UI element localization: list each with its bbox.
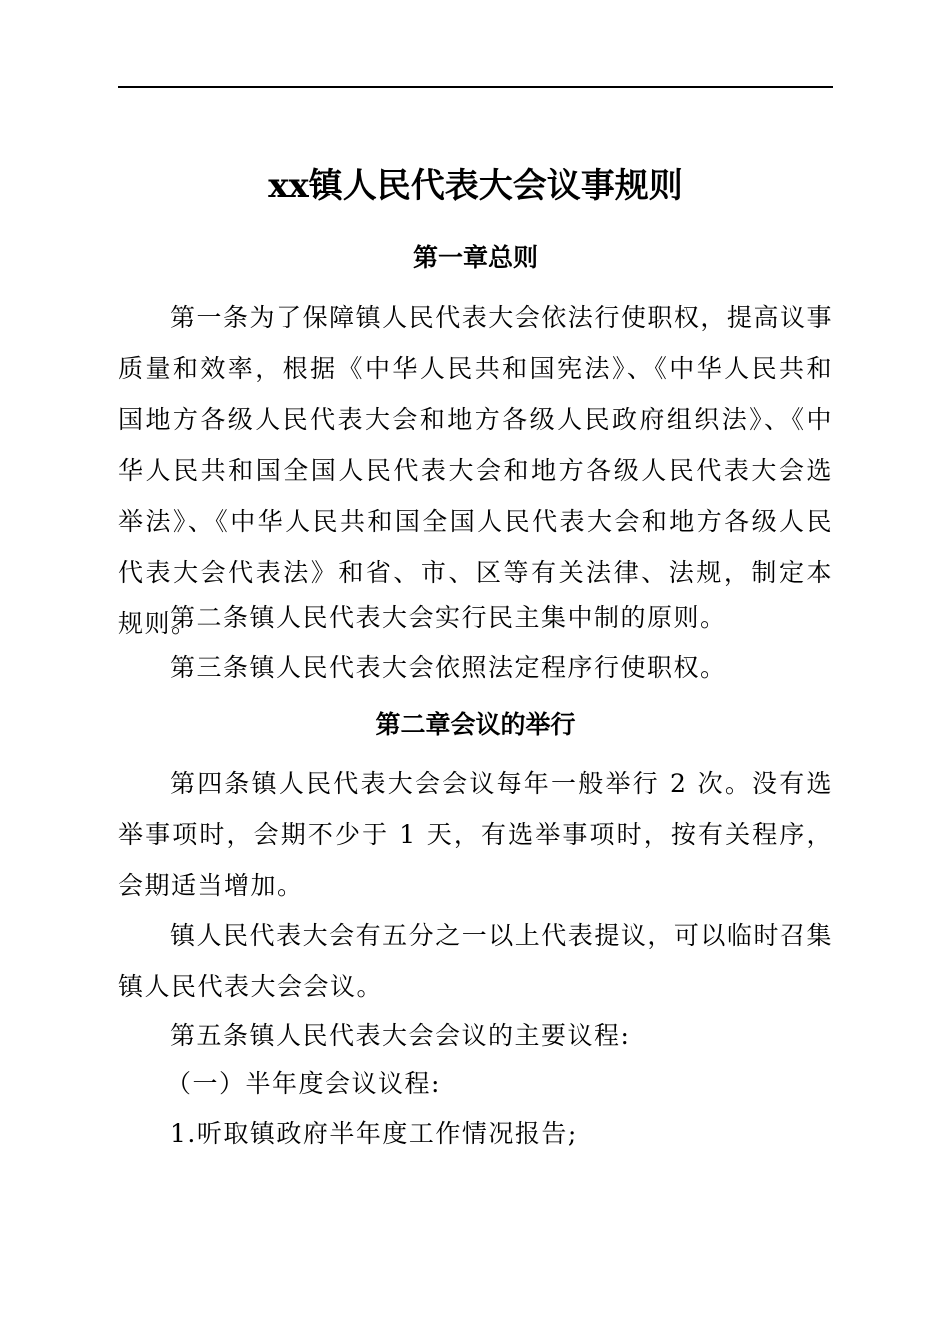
chapter-1-heading: 第一章总则: [412, 243, 538, 272]
agenda-item-1: 1.听取镇政府半年度工作情况报告;: [170, 1119, 578, 1148]
article-1: 第一条为了保障镇人民代表大会依法行使职权，提高议事质量和效率，根据《中华人民共和国宪法》、《中华人民共和国地方各级人民代表大会和地方各级人民政府组织法》、《中华人民共和国全国人民代表大会和地方各级人民代表大会选举法》、《中华人民共和国全国人民代表大会和地方各级人民代表大会代表法》和省、市、区等有关法律、法规，制定本规则。: [118, 303, 833, 638]
chapter-2-heading: 第二章会议的举行: [375, 710, 576, 739]
document-title: xx镇人民代表大会议事规则: [268, 166, 683, 206]
agenda-section-1: （一）半年度会议议程:: [166, 1069, 441, 1098]
article-4: 第四条镇人民代表大会会议每年一般举行 2 次。没有选举事项时，会期不少于 1 天，有选举事项时，按有关程序，会期适当增加。: [118, 769, 833, 900]
article-4-paragraph-2: 镇人民代表大会有五分之一以上代表提议，可以临时召集镇人民代表大会会议。: [118, 921, 833, 1001]
article-5: 第五条镇人民代表大会会议的主要议程:: [170, 1021, 631, 1050]
article-2: 第二条镇人民代表大会实行民主集中制的原则。: [170, 603, 727, 632]
article-3: 第三条镇人民代表大会依照法定程序行使职权。: [170, 653, 727, 682]
header-rule: [118, 86, 833, 88]
